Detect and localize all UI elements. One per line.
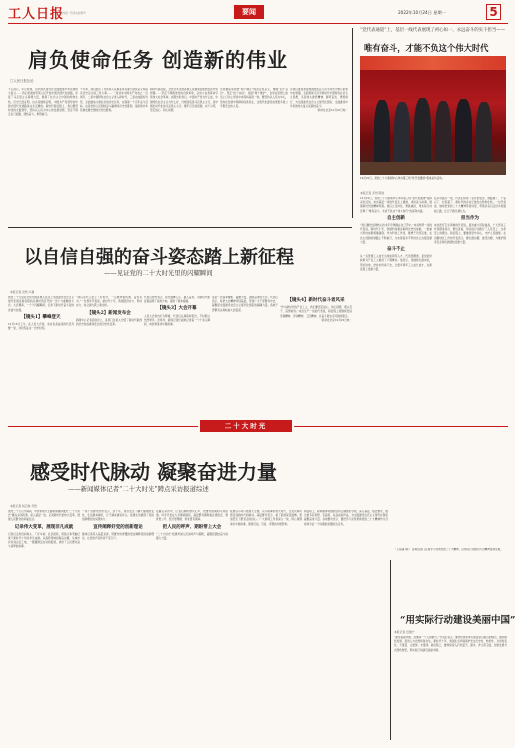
middle-column-3: 代表们纷纷表示，报告鼓舞人心、催人奋进，为新时代新征程指明了前进方向，提供了根本遵循。 【镜头3】大会开幕 人民大会堂内灯火辉煌，代表们认真聆听报告，不时报以热烈掌声。会场外，新闻记者忙碌地记录着一个个动人瞬间，向世界讲述中国故事。 [144,296,210,327]
right-byline: 本报记者 乔然 陈俊 [360,191,385,195]
banner-rule-left [8,426,198,427]
delegate-figure [394,102,410,170]
middle-subhead: 【镜头4】新时代奋斗者风采 [287,298,345,303]
bottom-column-2: 一线干部群众纷纷表示，这十年，身边发生了翻天覆地的变化，生活越来越好，日子越来越有奔头。报道生动展现了党的创新理论的实践伟力。 宣传阐释好党的创新理论 媒体记者深入基层宣讲，用群众听得懂的语言阐释党的创新理论，让党的声音传进千家万户。 [82,510,154,541]
middle-source: （新华社北京10月23日电） [319,318,352,322]
middle-column-2: “我们这代人赶上了好时代，一定要珍惜机遇、奋发有为。”一位青年代表说。新时代十年，我国经济实力、科技实力、综合国力跃上新台阶。 【镜头2】新闻发布会 新闻中心记者招待会上，各部门负责人介绍了新时代取得的历史性成就和发生的历史性变革。 [76,296,142,327]
bottom-subhead: 记录伟大变革，展现非凡成就 [14,524,74,530]
bottom-right-byline: 本报记者 田国宁 [394,630,415,634]
column-divider [352,28,353,218]
right-subhead: 奋斗不止 [387,247,405,253]
newspaper-logo: 工人日报 [8,7,65,22]
right-column-1: 10月22日，党的二十大新闻中心举办第三场“党代表通道”集体采访活动，来自基层一线的代表走上通道，讲述奋斗故事，展现新时代的精神风貌。他们立足岗位、勇挑重担，用实际行动诠释了“唯有奋斗，才能不负这个伟大时代”的深刻内涵。 自主创新 “我们要把关键核心技术牢牢掌握在自己手中。”来自科研一线的代表说，新时代十年，我国科技事业取得历史性成就，一批重大科技成果相继涌现。作为科技工作者，要勇于攻坚克难，在自主创新的道路上不断前行，为实现高水平科技自立自强贡献力量。 奋斗不止 从一名普通工人成长为技能领军人才，代表感慨道，是党的好政策为产业工人提供了广阔舞台。他表示，将继续扎根岗位，带好徒弟，把技术传承下去，让更多青年工人成长成才，在新征程上贡献力量。 [360,197,432,271]
continued-tag: （上接第1版） [394,548,412,551]
bottom-right-article [392,548,515,744]
lead-column-5: 让我们更加紧密地团结在以习近平同志为核心的党中央周围，全面贯彻习近平新时代中国特色社会主义思想，弘扬伟大建党精神，踔厉奋发、勇毅前行，为全面建设社会主义现代化国家、全面推进中华民族伟大复兴而团结奋斗！ （新华社北京10月23日电） [290,88,348,113]
section-banner: 二十大时光 [200,420,292,432]
photo-caption: 10月22日，党的二十大新闻中心举办第三场“党代表通道”集体采访活动。 [360,177,445,180]
bottom-right-divider [390,560,391,740]
middle-headline: 以自信自强的奋斗姿态踏上新征程 [24,247,294,268]
delegate-figure [435,101,451,171]
lead-paragraph: 不忘初心，牢记使命，以中国式现代化全面推进中华民族伟大复兴…… [8,88,78,96]
logo-subtext: 国内统一连续出版物号 [60,12,86,15]
middle-column-1: 党的二十大是在全党全国各族人民迈上全面建设社会主义现代化国家新征程的关键时刻召开的一次十分重要的大会。大会期间，一个个闪耀瞬间，记录下新时代奋斗者的自信与自强。 【镜头1】攀峰登天 10月16日上午，在人民大会堂，来自各条战线的代表齐聚一堂，共同见证这一历史时刻。 [8,296,74,331]
delegate-figure [374,100,390,170]
middle-byline: 本报记者 田然 卢越 [10,290,35,294]
delegates-photo [360,56,506,175]
bottom-subhead: 把人民的呼声、期盼带上大会 [162,524,222,530]
bottom-column-4: 报道以小切口展现大主题，以小故事折射大时代，让受众真切感受到新时代的脉动。基层群众表示，看了报道深受鼓舞，更加坚定了跟党走的信心。广大新闻工作者深入一线，用心用情讲好中国故事，展现可信、可爱、可敬的中国形象。 [230,510,302,526]
masthead [8,3,508,23]
right-subhead: 自主创新 [387,215,405,221]
lead-column-3: 新时代新征程，全党全军全国各族人民要紧密团结在党中央周围…… 坚定不移推进党的自我革命，以伟大自我革命引领伟大社会革命。实践告诉我们，中国共产党为什么能，中国特色社会主义为什么好，归根到底是马克思主义行，是中国化时代化的马克思主义行。要牢记空谈误国、实干兴邦，坚定信心、同心同德。 [150,88,218,113]
bottom-headline: 感受时代脉动 凝聚奋进力量 [30,460,277,484]
right-kicker: “党代表通道”上，基层一线代表展现了初心如一、永远奋斗的实干担当—— [360,28,505,33]
right-subhead: 担当作为 [461,215,479,221]
lead-column-2: 十年来，我们经历了对党和人民事业具有重大现实意义和深远历史意义的三件大事…… 一是迎来中国共产党成立一百周年，二是中国特色社会主义进入新时代，三是完成脱贫攻坚、全面建成小康社会的历史任务，实现第一个百年奋斗目标。这是党和人民团结奋斗赢得的历史性胜利，是彪炳中华民族发展史册的历史性胜利。 [80,88,148,113]
bottom-byline: 本报记者 杨召奎 乔然 [10,504,37,508]
middle-subhead: 【镜头2】新闻发布会 [87,310,131,316]
lead-column-4: 全党要深刻领悟“两个确立”的决定性意义，增强“四个意识”、坚定“四个自信”、做到“两个维护”，自觉在思想上政治上行动上同党中央保持高度一致。要坚持以人民为中心，坚持在发展中保障和改善民生，让现代化建设成果更多更公平惠及全体人民。 [220,88,288,108]
section-divider [8,227,352,228]
middle-subhead: 【镜头3】大会开幕 [157,306,197,312]
lead-paragraph: 十年来，我们经历了对党和人民事业具有重大现实意义和深远历史意义的三件大事…… [80,88,148,96]
banner-glow [360,56,506,70]
banner-rule-right [294,426,508,427]
podium [360,162,506,175]
lead-headline: 肩负使命任务 创造新的伟业 [28,48,288,72]
middle-subtitle: ——见证党的二十大时光里的闪耀瞬间 [104,269,213,277]
delegate-figure [476,102,492,170]
lead-paragraph: 新时代新征程，全党全军全国各族人民要紧密团结在党中央周围…… [150,88,218,96]
lead-column-1: 不忘初心，牢记使命，以中国式现代化全面推进中华民族伟大复兴…… 我们党团结带领人民开创中国式现代化道路，彰显了马克思主义真理力量，展现了社会主义中国的勃勃生机。历史已经证明，也必将继续证明，中国共产党领导的中国式现代化道路是完全正确的。新时代新征程上，我们要坚持党的全面领导，坚持以人民为中心的发展思想，坚定不移走自己的路，团结奋斗，勇毅前行。 [8,88,78,117]
bottom-feature [8,434,388,744]
issue-date: 2022年10月24日 星期一 [398,10,446,15]
middle-feature [8,230,352,420]
page-number: 5 [486,4,501,20]
bottom-column-3: 在蹲点采访中，记者们倾听群众心声，把群众的期盼写进报道。许多代表在大会期间提到，基层群众期盼就业更稳定、教育更公平、医疗更便捷、养老更有保障。 把人民的呼声、期盼带上大会 “二十大时光”报道传递人民的呼声与期盼，凝聚起团结奋斗的强大力量。 [156,510,228,541]
bottom-column-1: 党的二十大召开期间，中央和地方主要新闻媒体推出“二十大时光”蹲点采访报道，深入基层一线，记录新时代的伟大变革，展现人民群众的幸福生活。 记录伟大变革，展现非凡成就 记者们走进田间地头、厂矿车间、社区街巷，用镜头和笔触记录下新时代十年的非凡成就。从高原雪域到海岛边疆，从城市乡村到企业工地，一篇篇鲜活生动的报道，讲述了人民群众奋斗追梦的故事。 [8,510,80,549]
right-headline: 唯有奋斗，才能不负这个伟大时代 [364,43,489,53]
right-column-2: 在乡村振兴一线，代表们讲述了家乡的变化。道路通了、产业兴了、村民富了，新时代的乡村正焕发出勃勃生机。一位代表说，她将把党的二十大精神带回村里，带领乡亲们走好共同富裕之路，让日子越过越红火。 担当作为 来自医疗卫生领域的代表说，面对重大风险挑战，广大医务工作者挺身而出、勇往直前，用实际行动践行了人民至上、生命至上的理念。新征程上，要继续坚守初心，守护人民健康。在边疆地区工作的代表表示，要扎根边疆、建设边疆，为维护国家安全和民族团结贡献力量。 [434,197,506,244]
bottom-subtitle: ——新闻媒体记者“二十大时光”蹲点采访报道综述 [68,485,209,493]
continued-column: （上接第1版） 各地各部门认真学习贯彻党的二十大精神，以实际行动推动大会精神落地生根。 [394,548,503,551]
middle-column-5: 【镜头4】新时代奋斗者风采 “作为新时代的产业工人，我们要坚定信心、同心同德，埋头苦干、奋勇前进。”来自生产一线的代表说，新征程上将继续发扬劳模精神、劳动精神、工匠精神，以奋斗姿态书写新的篇章。 （新华社北京10月23日电） [280,298,352,322]
section-badge: 要闻 [234,5,264,19]
bottom-column-5: 新征程上，新闻媒体将继续坚持正确舆论导向，深入基层、贴近群众，推出更多有思想、有温度、有品质的作品，为全面建设社会主义现代化国家凝聚奋进力量。各地群众表示，要把学习宣传贯彻党的二十大精神作为当前和今后一个时期的首要政治任务。 [304,510,388,526]
bottom-right-headline: “用实际行动建设美丽中国” [400,615,515,626]
lead-source: （新华社北京10月23日电） [315,109,348,113]
delegate-figure [455,99,472,170]
bottom-subhead: 宣传阐释好党的创新理论 [93,524,143,530]
lead-byline: □人民日报社论 [10,79,34,83]
lead-article [8,26,348,226]
bottom-right-column: “建设美丽中国，需要每一个人的参与。”代表们表示，要坚持绿水青山就是金山银山的理念，推动绿色发展，促进人与自然和谐共生。新时代十年，我国生态环境保护发生历史性、转折性、全局性变化，天更蓝、山更绿、水更清。新征程上，要持续深入打好蓝天、碧水、净土保卫战，加快发展方式绿色转型，用实际行动建设美丽中国。 [394,636,507,652]
masthead-divider [8,23,508,24]
middle-subhead: 【镜头1】攀峰登天 [21,314,61,320]
middle-column-4: 这是一次高举旗帜、凝聚力量、团结奋进的大会。代表们表示，将把大会精神带回基层，带到广大干部群众中去，凝聚起全面建设社会主义现代化国家的磅礴力量。各地干部群众认真收看大会盛况。 [212,296,278,312]
delegate-figure [414,98,431,170]
